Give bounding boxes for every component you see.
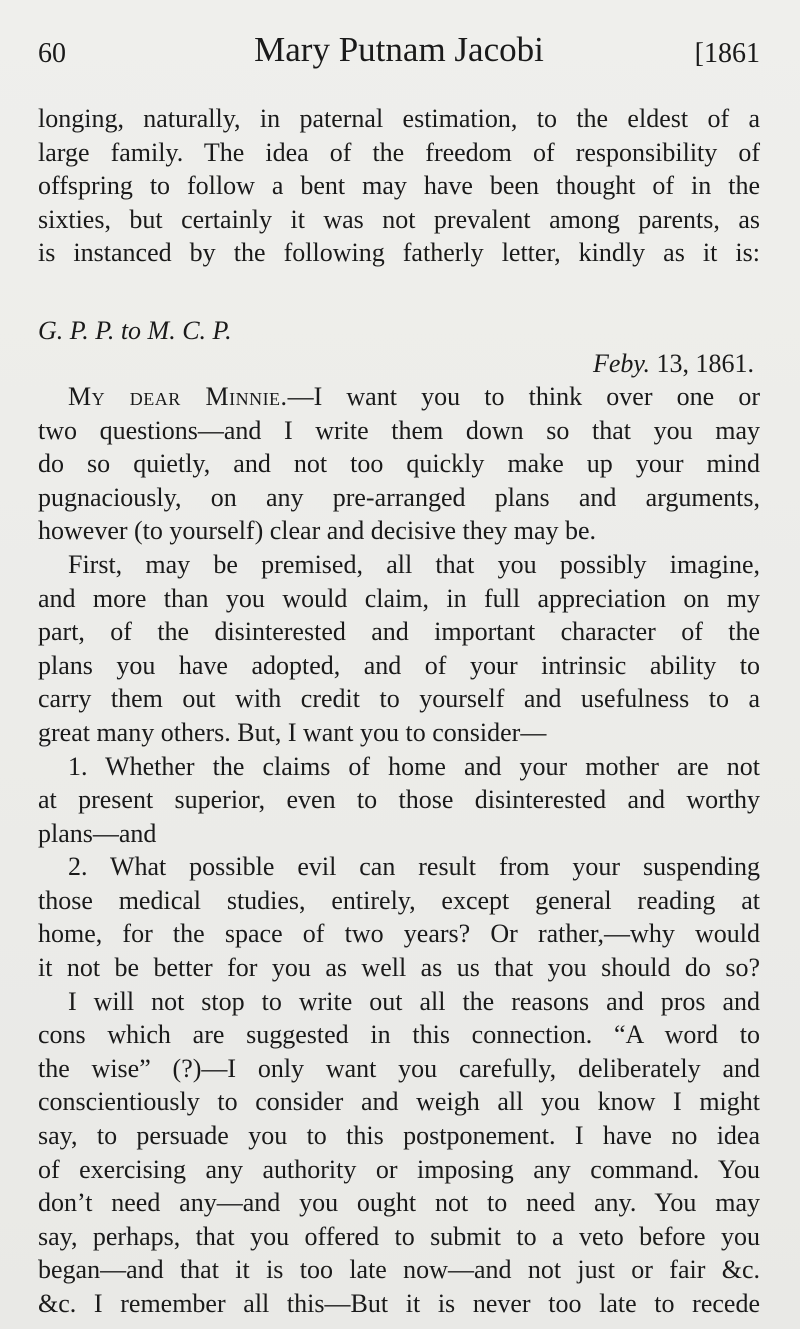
text-line: don’t need any—and you ought not to need any. You may — [38, 1188, 760, 1218]
page-header — [38, 0, 760, 102]
running-title: Mary Putnam Jacobi — [254, 30, 544, 69]
text-line: began—and that it is too late now—and not just or fair &c. — [38, 1255, 760, 1285]
salutation: My dear Minnie. — [68, 381, 288, 411]
letter-body — [38, 380, 760, 1321]
text-line: First, may be premised, all that you possibly imagine, — [68, 549, 760, 579]
text-line: conscientiously to consider and weigh all you know I might — [38, 1087, 760, 1117]
text-line: part, of the disinterested and important character of the — [38, 617, 760, 647]
text-line: carry them out with credit to yourself and usefulness to a — [38, 684, 760, 714]
text-line: pugnaciously, on any pre-arranged plans and arguments, — [38, 482, 760, 512]
letter-date-month: Feby. — [592, 348, 650, 378]
section-gap — [38, 270, 760, 314]
letter-date — [38, 347, 760, 380]
text-line: those medical studies, entirely, except general reading at — [38, 885, 760, 915]
text-line: is instanced by the following fatherly letter, kindly as it is: — [38, 238, 760, 268]
text-line: two questions—and I write them down so that you may — [38, 415, 760, 445]
text-line: however (to yourself) clear and decisive they may be. — [38, 516, 597, 546]
text-line: sixties, but certainly it was not prevalent among parents, as — [38, 204, 760, 234]
text-line: 2. What possible evil can result from your suspending — [68, 852, 760, 882]
text-line: and more than you would claim, in full appreciation on my — [38, 583, 760, 613]
text-line: do so quietly, and not too quickly make up your mind — [38, 449, 760, 479]
letter-date-rest: 13, 1861. — [650, 348, 754, 378]
text-line: offspring to follow a bent may have been thought of in the — [38, 171, 760, 201]
text-line: great many others. But, I want you to consider— — [38, 717, 547, 747]
text-line — [38, 380, 760, 414]
text-line: longing, naturally, in paternal estimation, to the eldest of a — [38, 104, 760, 133]
text-line: I will not stop to write out all the reasons and pros and — [68, 986, 760, 1016]
text-line: at present superior, even to those disinterested and worthy — [38, 785, 760, 815]
letter-heading: G. P. P. to M. C. P. — [38, 315, 232, 345]
text-line-rest: —I want you to think over one or — [287, 381, 761, 411]
text-line: home, for the space of two years? Or rather,—why would — [38, 919, 760, 949]
text-line: say, perhaps, that you offered to submit to a veto before you — [38, 1221, 760, 1251]
page-number: 60 — [38, 38, 66, 69]
text-line: say, to persuade you to this postponement. I have no idea — [38, 1121, 760, 1151]
text-line: it not be better for you as well as us that you should do so? — [38, 953, 760, 983]
text-line: large family. The idea of the freedom of responsibility of — [38, 137, 760, 167]
text-line: 1. Whether the claims of home and your mother are not — [68, 751, 760, 781]
text-line: &c. I remember all this—But it is never too late to recede — [38, 1289, 760, 1318]
text-line: cons which are suggested in this connection. “A word to — [38, 1020, 760, 1050]
text-line: plans you have adopted, and of your intrinsic ability to — [38, 650, 760, 680]
text-line: plans—and — [38, 818, 157, 848]
header-year: [1861 — [694, 38, 760, 69]
intro-paragraph — [38, 102, 760, 270]
text-line: of exercising any authority or imposing any command. You — [38, 1154, 760, 1184]
text-line: the wise” (?)—I only want you carefully, deliberately and — [38, 1053, 760, 1083]
